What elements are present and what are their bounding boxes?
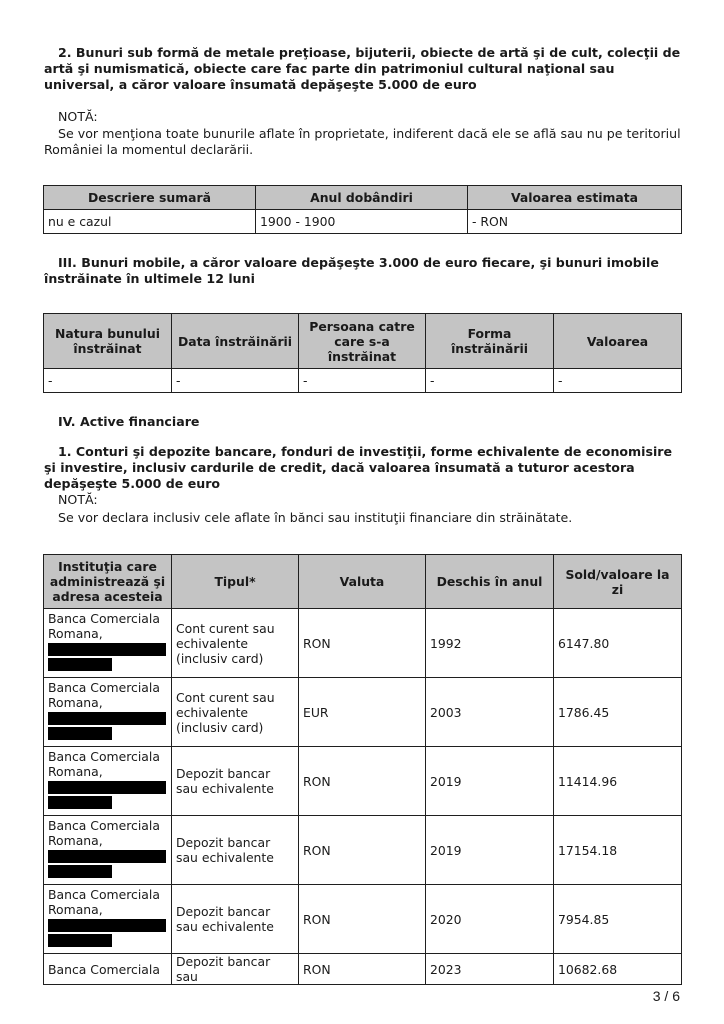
section-2-note-label: NOTĂ: <box>58 109 98 124</box>
table-cell: - <box>299 369 426 393</box>
currency-cell: RON <box>299 747 426 816</box>
page-number: 3 / 6 <box>652 988 680 1004</box>
table-cell: nu e cazul <box>44 210 256 234</box>
table-cell: - <box>426 369 554 393</box>
header-cell: Data înstrăinării <box>172 314 299 369</box>
institution-name: Banca Comerciala Romana, <box>48 818 160 848</box>
year-cell: 2003 <box>426 678 554 747</box>
balance-cell: 7954.85 <box>554 885 682 954</box>
table-row <box>44 954 682 985</box>
balance-cell: 17154.18 <box>554 816 682 885</box>
institution-cell: Banca Comerciala <box>44 954 172 985</box>
section-III-heading: III. Bunuri mobile, a căror valoare depăşeşte 3.000 de euro fiecare, şi bunuri imobile înstrăinate în ultimele 12 luni <box>44 255 659 286</box>
section-IV-subheading: 1. Conturi şi depozite bancare, fonduri de investiţii, forme echivalente de economisire şi investire, inclusiv cardurile de credit, dacă valoarea însumată a tuturor acestora depăşeşte 5.000 de euro <box>44 444 673 491</box>
table-row <box>44 609 682 678</box>
table-row <box>44 210 682 234</box>
redacted-address <box>48 865 112 878</box>
balance-cell: 10682.68 <box>554 954 682 985</box>
precious-goods-table <box>43 185 682 234</box>
header-cell: Anul dobândiri <box>256 186 468 210</box>
header-cell: Forma înstrăinării <box>426 314 554 369</box>
type-cell: Depozit bancar sau echivalente <box>172 747 299 816</box>
header-cell: Valoarea <box>554 314 682 369</box>
header-cell: Tipul* <box>172 555 299 609</box>
table-cell: - <box>172 369 299 393</box>
institution-name: Banca Comerciala Romana, <box>48 680 160 710</box>
header-cell: Valuta <box>299 555 426 609</box>
table-cell: 1900 - 1900 <box>256 210 468 234</box>
type-cell: Depozit bancar sau echivalente <box>172 816 299 885</box>
year-cell: 2020 <box>426 885 554 954</box>
header-cell: Valoarea estimata <box>468 186 682 210</box>
header-cell: Deschis în anul <box>426 555 554 609</box>
redacted-address <box>48 781 166 794</box>
institution-cell <box>44 747 172 816</box>
table-header-row <box>44 555 682 609</box>
institution-cell <box>44 609 172 678</box>
type-cell: Cont curent sau echivalente (inclusiv card) <box>172 678 299 747</box>
institution-name: Banca Comerciala Romana, <box>48 611 160 641</box>
type-cell: Cont curent sau echivalente (inclusiv card) <box>172 609 299 678</box>
institution-name: Banca Comerciala Romana, <box>48 749 160 779</box>
institution-cell <box>44 678 172 747</box>
table-row <box>44 816 682 885</box>
alienated-goods-table <box>43 313 682 393</box>
balance-cell: 1786.45 <box>554 678 682 747</box>
currency-cell: EUR <box>299 678 426 747</box>
type-cell: Depozit bancar sau <box>172 954 299 985</box>
redacted-address <box>48 643 166 656</box>
redacted-address <box>48 934 112 947</box>
currency-cell: RON <box>299 609 426 678</box>
institution-name: Banca Comerciala Romana, <box>48 887 160 917</box>
institution-cell <box>44 816 172 885</box>
section-IV-note-label: NOTĂ: <box>58 492 98 507</box>
year-cell: 2019 <box>426 816 554 885</box>
table-row <box>44 747 682 816</box>
section-IV-heading: IV. Active financiare <box>58 414 200 429</box>
redacted-address <box>48 712 166 725</box>
balance-cell: 11414.96 <box>554 747 682 816</box>
section-IV-note-text: Se vor declara inclusiv cele aflate în bănci sau instituţii financiare din străinătate. <box>58 510 573 525</box>
bank-accounts-table <box>43 554 682 985</box>
table-row <box>44 369 682 393</box>
year-cell: 1992 <box>426 609 554 678</box>
redacted-address <box>48 919 166 932</box>
currency-cell: RON <box>299 885 426 954</box>
table-row <box>44 678 682 747</box>
table-row <box>44 885 682 954</box>
table-cell: - <box>554 369 682 393</box>
currency-cell: RON <box>299 816 426 885</box>
table-header-row <box>44 314 682 369</box>
section-2-heading: 2. Bunuri sub formă de metale preţioase, bijuterii, obiecte de artă şi de cult, colecţii de artă şi numismatică, obiecte care fac parte din patrimoniul cultural naţional sau universal, a căror valoare însumată depăşeşte 5.000 de euro <box>44 45 681 92</box>
header-cell: Sold/valoare la zi <box>554 555 682 609</box>
type-cell: Depozit bancar sau echivalente <box>172 885 299 954</box>
redacted-address <box>48 850 166 863</box>
year-cell: 2019 <box>426 747 554 816</box>
year-cell: 2023 <box>426 954 554 985</box>
header-cell: Persoana catre care s-a înstrăinat <box>299 314 426 369</box>
currency-cell: RON <box>299 954 426 985</box>
balance-cell: 6147.80 <box>554 609 682 678</box>
header-cell: Descriere sumară <box>44 186 256 210</box>
section-2-note-text: Se vor menţiona toate bunurile aflate în proprietate, indiferent dacă ele se află sau nu pe teritoriul României la momentul declarării. <box>44 126 681 157</box>
table-cell: - <box>44 369 172 393</box>
redacted-address <box>48 796 112 809</box>
redacted-address <box>48 658 112 671</box>
header-cell: Instituţia care administrează şi adresa acesteia <box>44 555 172 609</box>
header-cell: Natura bunului înstrăinat <box>44 314 172 369</box>
institution-cell <box>44 885 172 954</box>
table-cell: - RON <box>468 210 682 234</box>
table-header-row <box>44 186 682 210</box>
redacted-address <box>48 727 112 740</box>
